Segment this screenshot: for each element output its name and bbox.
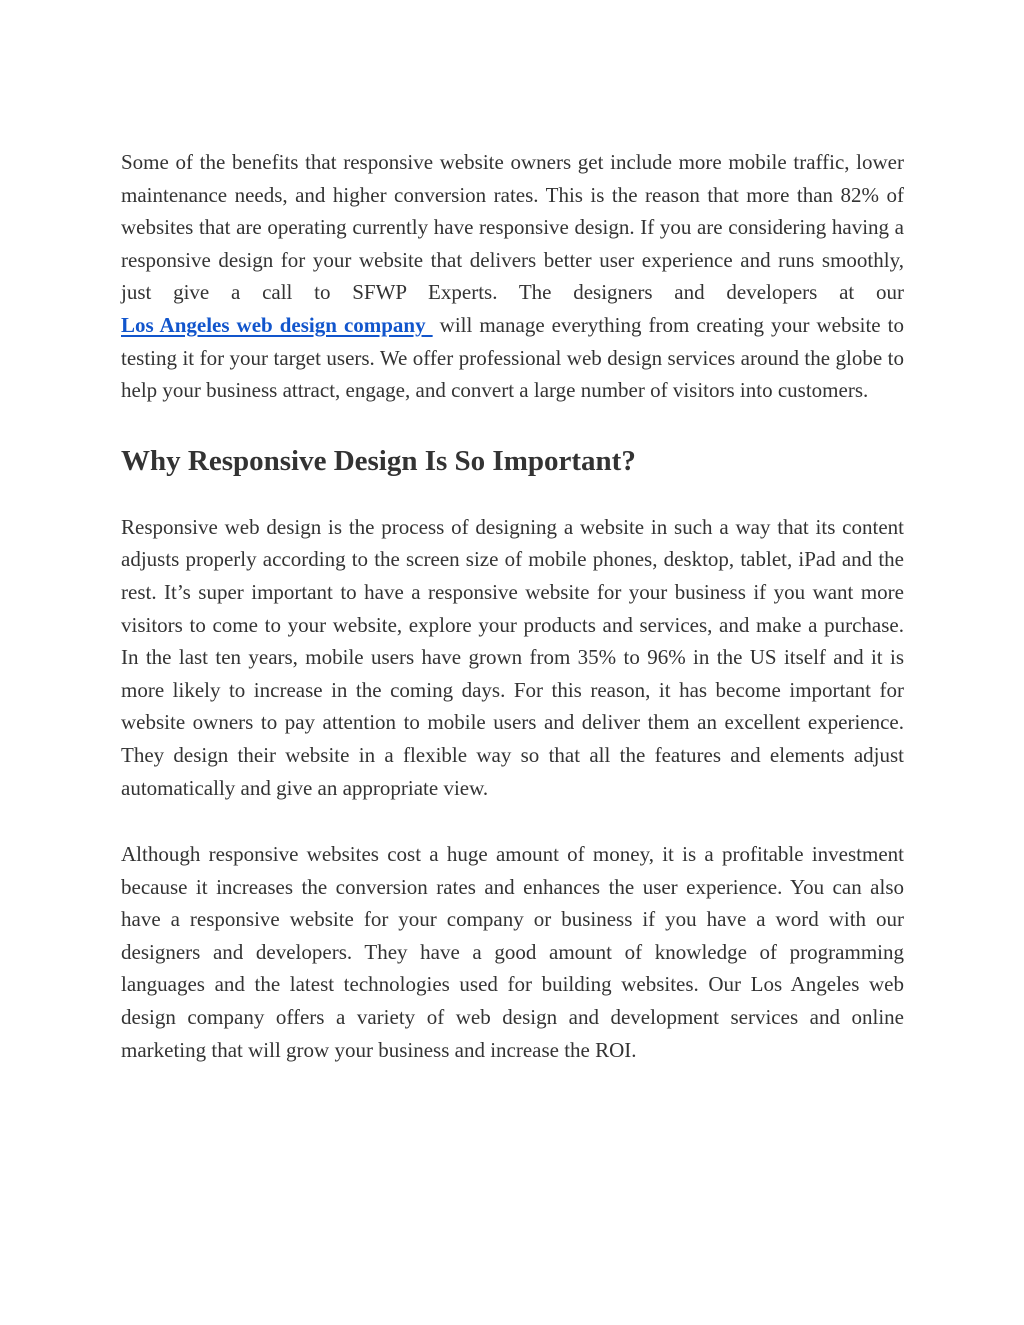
intro-paragraph: [121, 146, 904, 407]
intro-text-after-link: will manage everything from creating your website to testing it for your target users. We offer professional web design services around the globe to help your business attract, engage, and convert a large number of visitors into customers.: [121, 312, 904, 403]
section-heading: Why Responsive Design Is So Important?: [121, 444, 636, 477]
los-angeles-web-design-link[interactable]: Los Angeles web design company: [121, 312, 433, 337]
section-paragraph-1: Responsive web design is the process of designing a website in such a way that its content adjusts properly according to the screen size of mobile phones, desktop, tablet, iPad and the rest. It’s super important to have a responsive website for your business if you want more visitors to come to your website, explore your products and services, and make a purchase. In the last ten years, mobile users have grown from 35% to 96% in the US itself and it is more likely to increase in the coming days. For this reason, it has become important for website owners to pay attention to mobile users and deliver them an excellent experience. They design their website in a flexible way so that all the features and elements adjust automatically and give an appropriate view.: [121, 514, 904, 800]
intro-text-before-link: Some of the benefits that responsive website owners get include more mobile traffic, lower maintenance needs, and higher conversion rates. This is the reason that more than 82% of websites that are operating currently have responsive design. If you are considering having a responsive design for your website that delivers better user experience and runs smoothly, just give a call to SFWP Experts. The designers and developers at our: [121, 150, 904, 305]
document-page: [121, 146, 904, 1066]
section-paragraph-2: Although responsive websites cost a huge amount of money, it is a profitable investment because it increases the conversion rates and enhances the user experience. You can also have a responsive website for your company or business if you have a word with our designers and developers. They have a good amount of knowledge of programming languages and the latest technologies used for building websites. Our Los Angeles web design company offers a variety of web design and development services and online marketing that will grow your business and increase the ROI.: [121, 842, 904, 1062]
